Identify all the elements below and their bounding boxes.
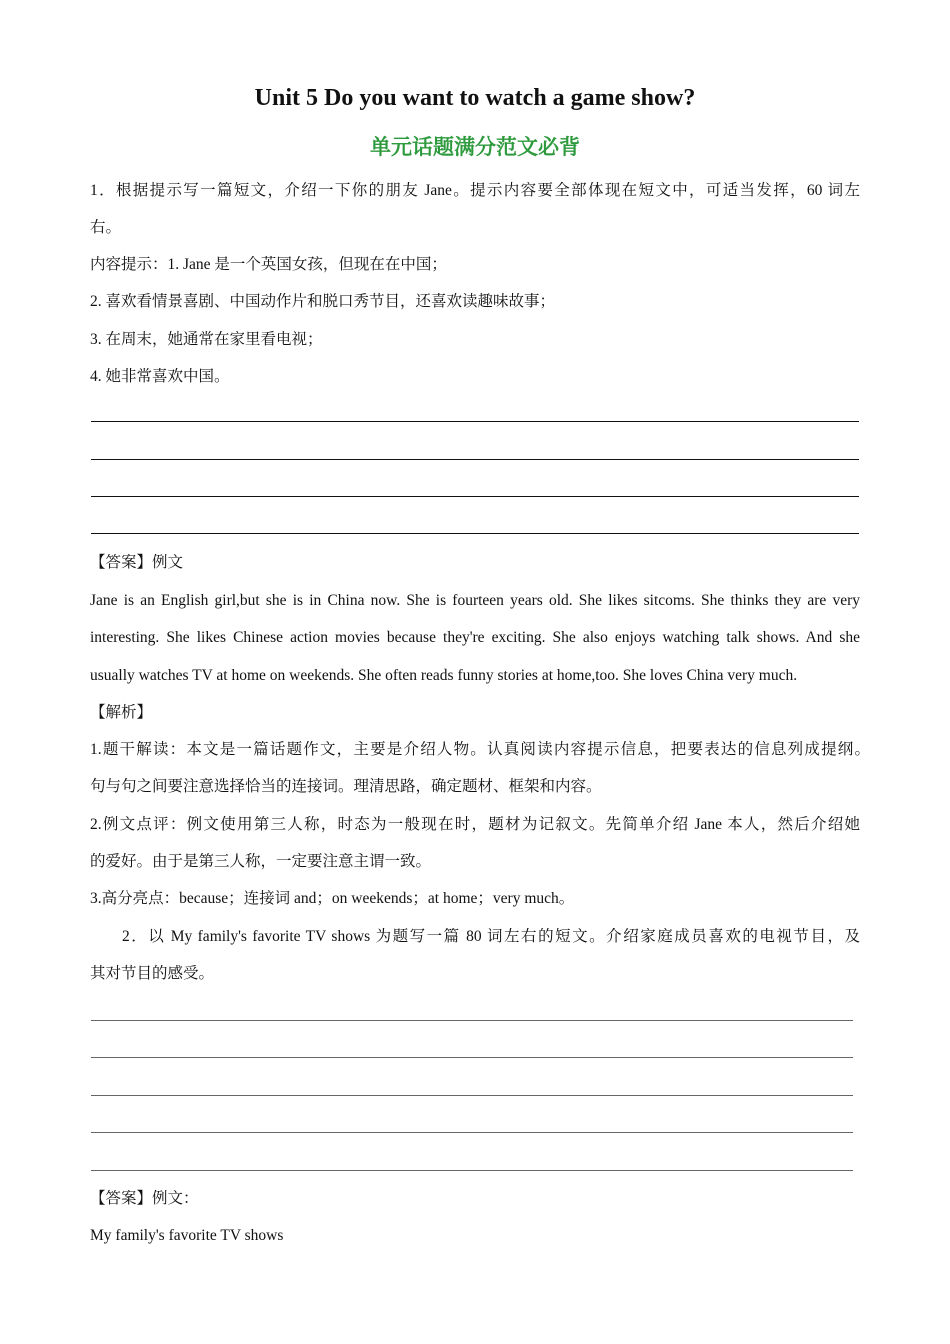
q1-answer-label: 【答案】例文 bbox=[90, 554, 184, 571]
q1-prompt-line1: 1．根据提示写一篇短文，介绍一下你的朋友 Jane。提示内容要全部体现在短文中，可适当发挥，60 词左 bbox=[90, 182, 860, 199]
q1-answer-line3: usually watches TV at home on weekends. She often reads funny stories at home,too. She loves China very much. bbox=[90, 667, 798, 684]
q1-answer-line1: Jane is an English girl,but she is in China now. She is fourteen years old. She likes sitcoms. She thinks they are very bbox=[90, 592, 860, 609]
q1-analysis2-line1: 2.例文点评：例文使用第三人称，时态为一般现在时，题材为记叙文。先简单介绍 Jane 本人，然后介绍她 bbox=[90, 816, 860, 833]
q1-hint-1: 内容提示：1. Jane 是一个英国女孩，但现在在中国； bbox=[90, 256, 447, 273]
writing-line bbox=[91, 459, 859, 460]
q2-prompt-line2: 其对节目的感受。 bbox=[90, 965, 215, 982]
q1-prompt-line2: 右。 bbox=[90, 219, 122, 236]
page-subtitle: 单元话题满分范文必背 bbox=[370, 135, 580, 159]
writing-line bbox=[91, 1020, 853, 1021]
writing-line bbox=[91, 1170, 853, 1171]
q1-hint-3: 3. 在周末，她通常在家里看电视； bbox=[90, 331, 323, 348]
writing-line bbox=[91, 1057, 853, 1058]
q1-analysis-label: 【解析】 bbox=[90, 704, 153, 721]
writing-line bbox=[91, 533, 859, 534]
q2-answer-title: My family's favorite TV shows bbox=[90, 1227, 284, 1244]
page-title: Unit 5 Do you want to watch a game show? bbox=[254, 85, 696, 111]
writing-line bbox=[91, 496, 859, 497]
writing-line bbox=[91, 1095, 853, 1096]
q1-answer-line2: interesting. She likes Chinese action movies because they're exciting. She also enjoys watching talk shows. And she bbox=[90, 629, 860, 646]
q1-analysis1-line1: 1.题干解读：本文是一篇话题作文，主要是介绍人物。认真阅读内容提示信息，把要表达的信息列成提纲。 bbox=[90, 741, 870, 758]
q1-hint-4: 4. 她非常喜欢中国。 bbox=[90, 368, 230, 385]
q1-analysis3: 3.高分亮点：because；连接词 and；on weekends；at home；very much。 bbox=[90, 890, 575, 907]
q1-analysis2-line2: 的爱好。由于是第三人称，一定要注意主谓一致。 bbox=[90, 853, 432, 870]
writing-line bbox=[91, 421, 859, 422]
q2-prompt-line1: 2．以 My family's favorite TV shows 为题写一篇 80 词左右的短文。介绍家庭成员喜欢的电视节目，及 bbox=[122, 928, 860, 945]
q1-hint-2: 2. 喜欢看情景喜剧、中国动作片和脱口秀节目，还喜欢读趣味故事； bbox=[90, 293, 556, 310]
q2-answer-label: 【答案】例文： bbox=[90, 1190, 199, 1207]
writing-line bbox=[91, 1132, 853, 1133]
q1-analysis1-line2: 句与句之间要注意选择恰当的连接词。理清思路，确定题材、框架和内容。 bbox=[90, 778, 602, 795]
